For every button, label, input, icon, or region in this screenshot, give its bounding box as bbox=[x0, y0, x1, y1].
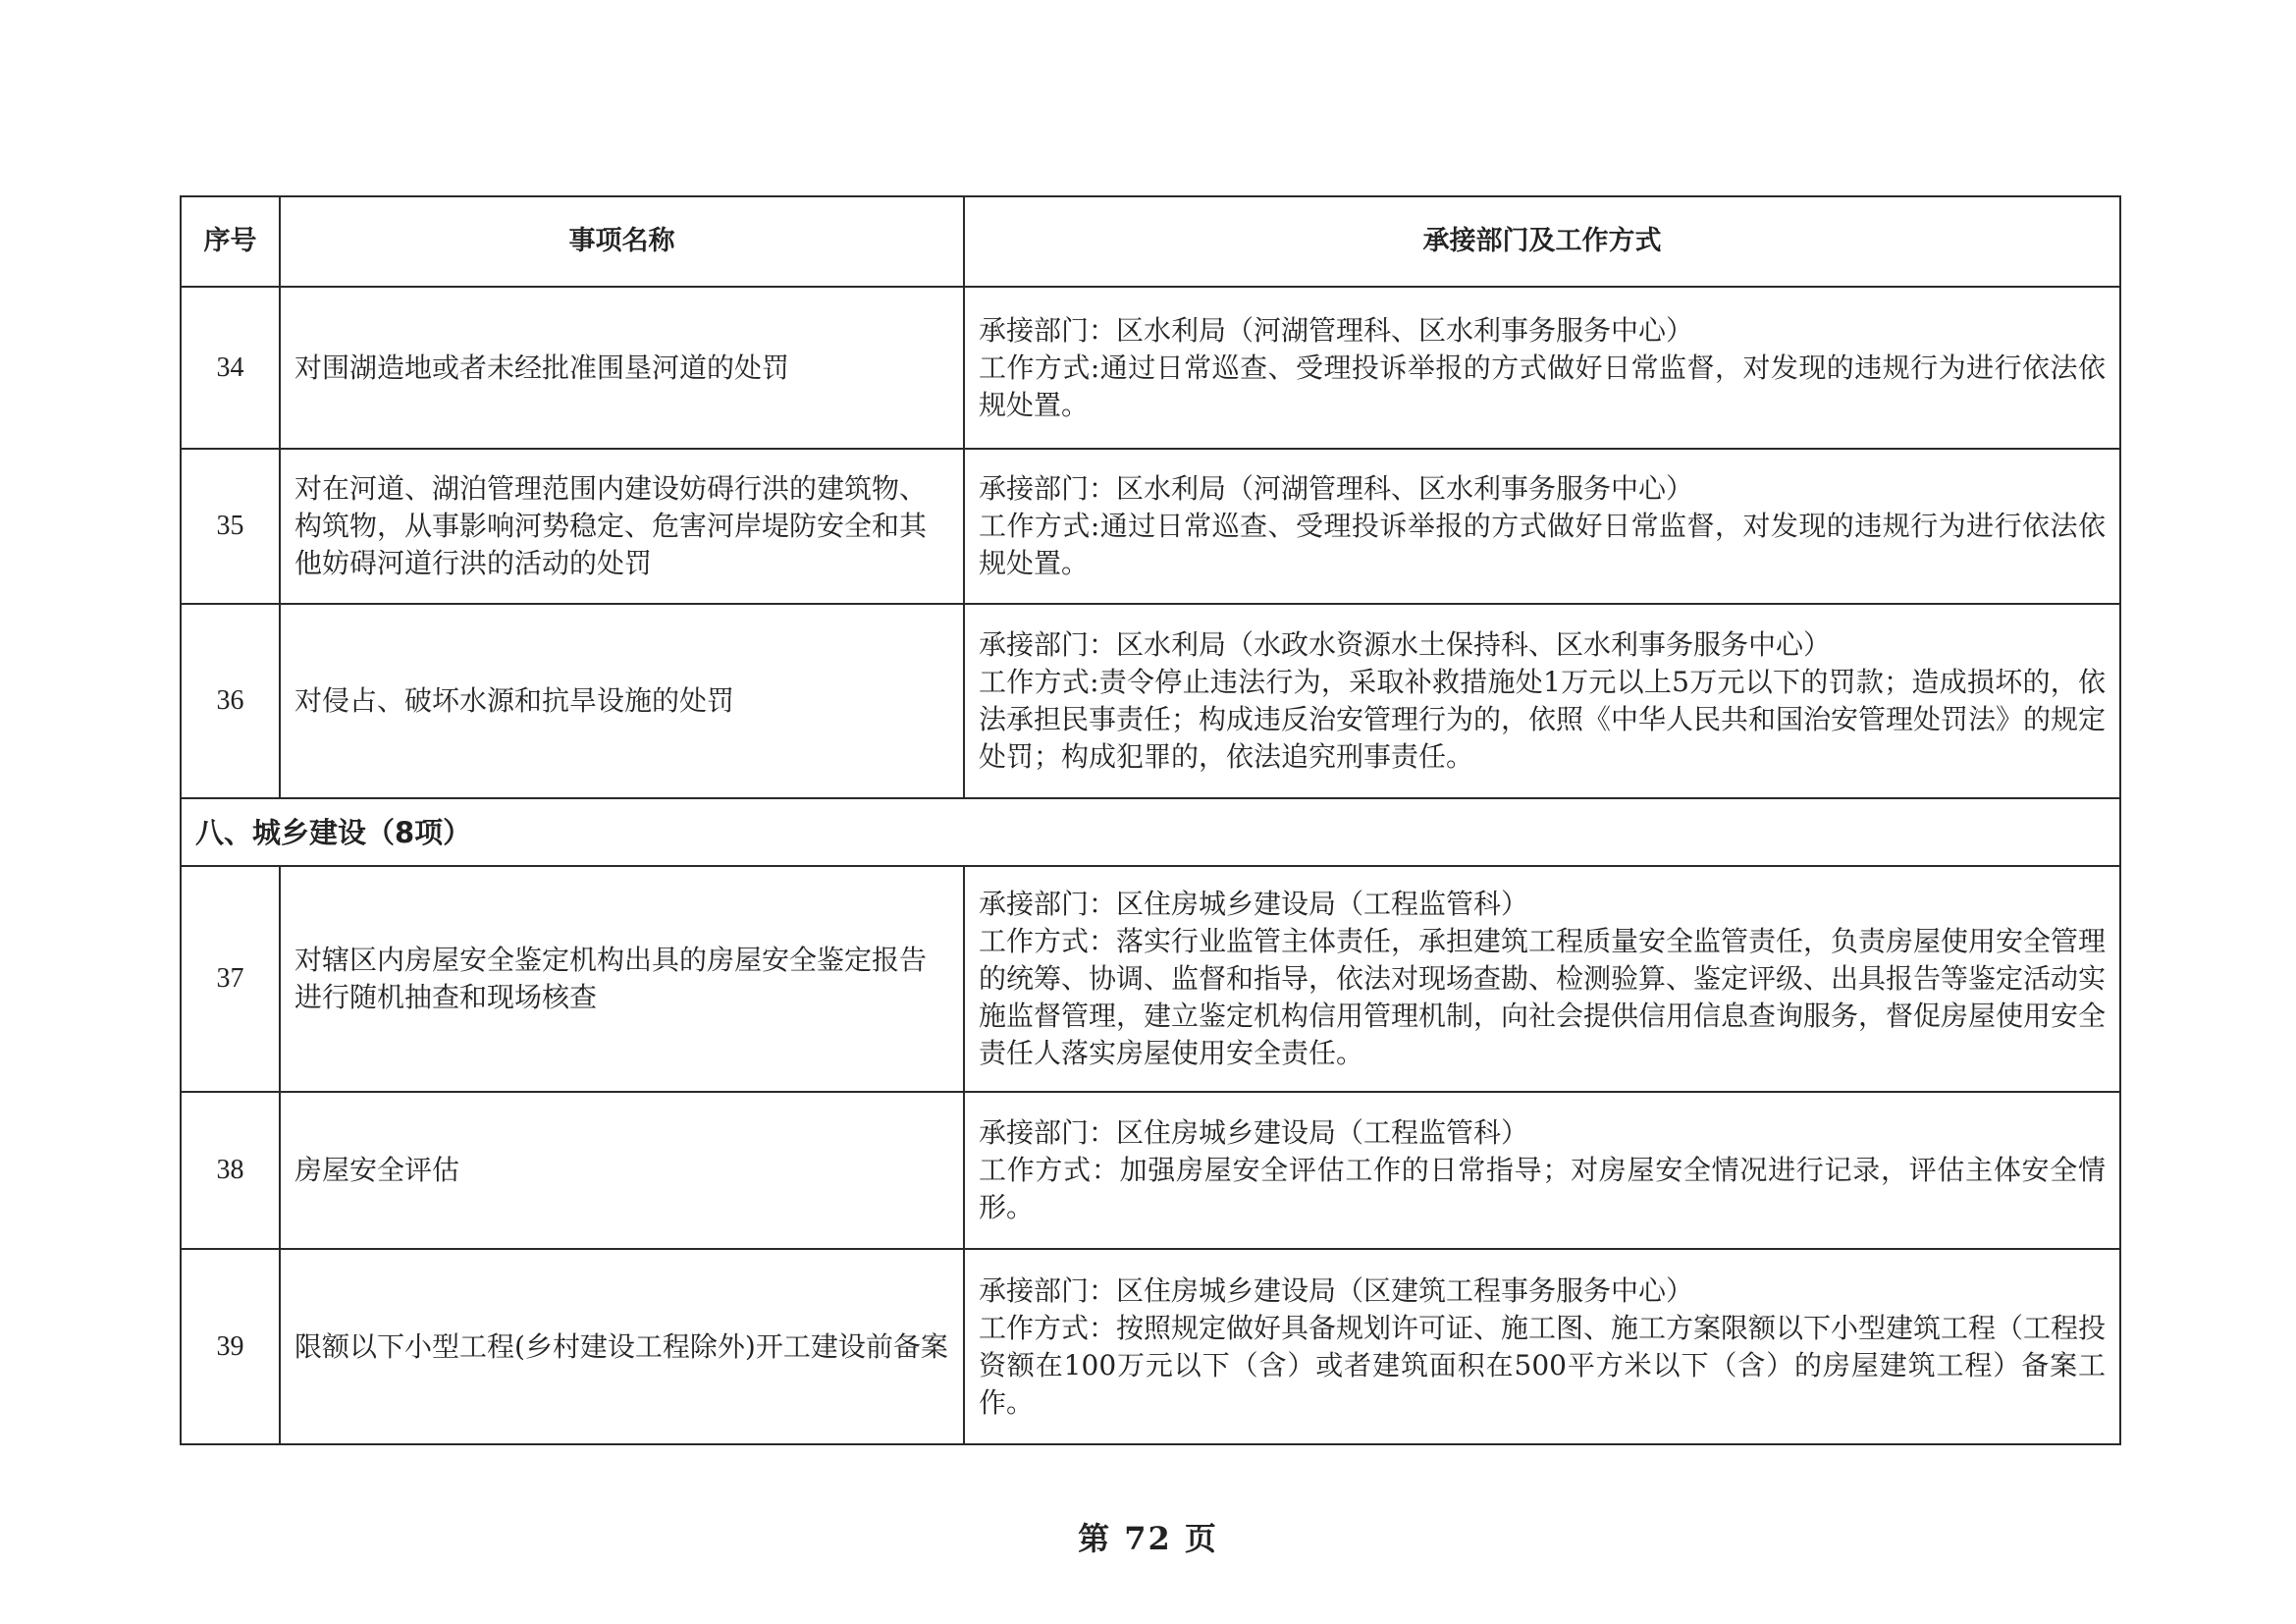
table-header-row bbox=[181, 196, 2120, 287]
matter-name: 对辖区内房屋安全鉴定机构出具的房屋安全鉴定报告进行随机抽查和现场核查 bbox=[280, 866, 964, 1092]
dept-line: 承接部门：区水利局（河湖管理科、区水利事务服务中心） bbox=[979, 472, 1694, 505]
method-line: 工作方式：按照规定做好具备规划许可证、施工图、施工方案限额以下小型建筑工程（工程投资额在100万元以下（含）或者建筑面积在500平方米以下（含）的房屋建筑工程）备案工作。 bbox=[979, 1311, 2107, 1419]
row-number: 35 bbox=[181, 449, 280, 604]
row-number: 36 bbox=[181, 604, 280, 798]
row-number: 37 bbox=[181, 866, 280, 1092]
dept-method-cell bbox=[964, 866, 2120, 1092]
dept-method-cell bbox=[964, 449, 2120, 604]
header-seq: 序号 bbox=[181, 196, 280, 287]
table-row bbox=[181, 449, 2120, 604]
method-line: 工作方式：落实行业监管主体责任，承担建筑工程质量安全监管责任，负责房屋使用安全管理的统筹、协调、监督和指导，依法对现场查勘、检测验算、鉴定评级、出具报告等鉴定活动实施监督管理，建立鉴定机构信用管理机制，向社会提供信用信息查询服务，督促房屋使用安全责任人落实房屋使用安全责任。 bbox=[979, 925, 2107, 1069]
header-name: 事项名称 bbox=[280, 196, 964, 287]
matter-name: 限额以下小型工程(乡村建设工程除外)开工建设前备案 bbox=[280, 1249, 964, 1444]
row-number: 34 bbox=[181, 287, 280, 449]
method-line: 工作方式:通过日常巡查、受理投诉举报的方式做好日常监督，对发现的违规行为进行依法依规处置。 bbox=[979, 510, 2106, 579]
dept-method-cell bbox=[964, 604, 2120, 798]
matter-name: 对侵占、破坏水源和抗旱设施的处罚 bbox=[280, 604, 964, 798]
dept-method-cell bbox=[964, 1092, 2120, 1249]
row-number: 39 bbox=[181, 1249, 280, 1444]
dept-line: 承接部门：区水利局（河湖管理科、区水利事务服务中心） bbox=[979, 313, 1694, 347]
matter-name: 房屋安全评估 bbox=[280, 1092, 964, 1249]
table-row bbox=[181, 604, 2120, 798]
dept-line: 承接部门：区水利局（水政水资源水土保持科、区水利事务服务中心） bbox=[979, 628, 1832, 661]
table-row bbox=[181, 1249, 2120, 1444]
section-row bbox=[181, 798, 2120, 866]
page-number: 第 72 页 bbox=[1078, 1520, 1218, 1557]
dept-method-cell bbox=[964, 1249, 2120, 1444]
method-line: 工作方式:通过日常巡查、受理投诉举报的方式做好日常监督，对发现的违规行为进行依法依规处置。 bbox=[979, 351, 2106, 421]
dept-line: 承接部门：区住房城乡建设局（区建筑工程事务服务中心） bbox=[979, 1273, 1694, 1307]
dept-line: 承接部门：区住房城乡建设局（工程监管科） bbox=[979, 1116, 1529, 1149]
table-row bbox=[181, 1092, 2120, 1249]
dept-line: 承接部门：区住房城乡建设局（工程监管科） bbox=[979, 888, 1529, 920]
method-line: 工作方式：加强房屋安全评估工作的日常指导；对房屋安全情况进行记录，评估主体安全情形。 bbox=[979, 1154, 2106, 1223]
matter-name: 对在河道、湖泊管理范围内建设妨碍行洪的建筑物、构筑物，从事影响河势稳定、危害河岸堤防安全和其他妨碍河道行洪的活动的处罚 bbox=[280, 449, 964, 604]
row-number: 38 bbox=[181, 1092, 280, 1249]
method-line: 工作方式:责令停止违法行为，采取补救措施处1万元以上5万元以下的罚款；造成损坏的，依法承担民事责任；构成违反治安管理行为的，依照《中华人民共和国治安管理处罚法》的规定处罚；构成犯罪的，依法追究刑事责任。 bbox=[979, 666, 2107, 773]
header-dept: 承接部门及工作方式 bbox=[964, 196, 2120, 287]
matters-table bbox=[180, 195, 2121, 1445]
matter-name: 对围湖造地或者未经批准围垦河道的处罚 bbox=[280, 287, 964, 449]
dept-method-cell bbox=[964, 287, 2120, 449]
table-row bbox=[181, 287, 2120, 449]
table-row bbox=[181, 866, 2120, 1092]
section-title: 八、城乡建设（8项） bbox=[181, 798, 2120, 866]
